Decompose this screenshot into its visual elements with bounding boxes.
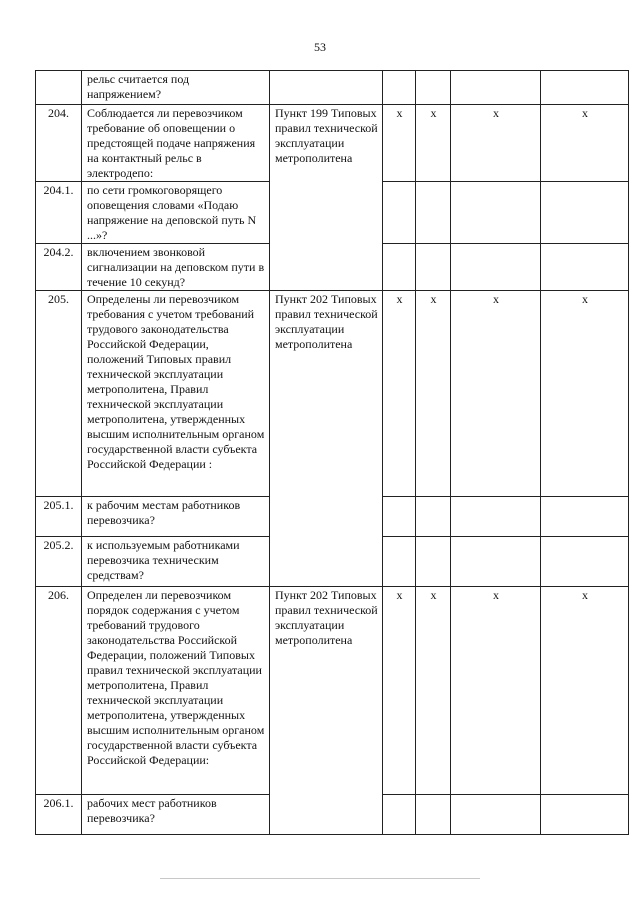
- mark-cell: x: [541, 105, 629, 182]
- mark-cell: [451, 795, 541, 835]
- mark-cell: [383, 71, 416, 105]
- mark-cell: [541, 497, 629, 537]
- item-number: 204.1.: [36, 182, 82, 244]
- mark-cell: [416, 71, 451, 105]
- requirement-text: рабочих мест работников перевозчика?: [82, 795, 270, 835]
- table-row: [36, 71, 629, 105]
- mark-cell: [383, 795, 416, 835]
- mark-cell: [541, 537, 629, 587]
- requirement-text: к используемым работниками перевозчика техническим средствам?: [82, 537, 270, 587]
- mark-cell: [383, 537, 416, 587]
- legal-reference: [270, 71, 383, 105]
- mark-cell: x: [416, 105, 451, 182]
- mark-cell: x: [383, 105, 416, 182]
- mark-cell: [451, 182, 541, 244]
- legal-reference: Пункт 202 Типовых правил технической эксплуатации метрополитена: [270, 291, 383, 587]
- mark-cell: [541, 182, 629, 244]
- item-number: 205.1.: [36, 497, 82, 537]
- mark-cell: [451, 497, 541, 537]
- mark-cell: [451, 244, 541, 291]
- mark-cell: x: [451, 105, 541, 182]
- mark-cell: x: [416, 587, 451, 795]
- mark-cell: [416, 795, 451, 835]
- item-number: [36, 71, 82, 105]
- item-number: 204.: [36, 105, 82, 182]
- mark-cell: [416, 244, 451, 291]
- mark-cell: [451, 71, 541, 105]
- mark-cell: x: [451, 291, 541, 497]
- mark-cell: x: [416, 291, 451, 497]
- mark-cell: [416, 537, 451, 587]
- table-row: [36, 105, 629, 182]
- requirement-text: к рабочим местам работников перевозчика?: [82, 497, 270, 537]
- mark-cell: [383, 182, 416, 244]
- scan-edge-divider: [160, 878, 480, 879]
- requirement-text: по сети громкоговорящего оповещения словами «Подаю напряжение на деповской путь N ...»?: [82, 182, 270, 244]
- requirement-text: Определены ли перевозчиком требования с учетом требований трудового законодательства Российской Федерации, положений Типовых правил технической эксплуатации метрополитена, Правил технической эксплуатации метрополитена, утвержденных высшим исполнительным органом государственной власти субъекта Российской Федерации :: [82, 291, 270, 497]
- mark-cell: [541, 244, 629, 291]
- mark-cell: x: [541, 291, 629, 497]
- item-number: 204.2.: [36, 244, 82, 291]
- item-number: 205.: [36, 291, 82, 497]
- mark-cell: [451, 537, 541, 587]
- legal-reference: Пункт 202 Типовых правил технической эксплуатации метрополитена: [270, 587, 383, 835]
- page-number: 53: [314, 40, 326, 54]
- mark-cell: [541, 795, 629, 835]
- item-number: 206.1.: [36, 795, 82, 835]
- requirement-text: включением звонковой сигнализации на деповском пути в течение 10 секунд?: [82, 244, 270, 291]
- table-row: [36, 587, 629, 795]
- requirements-table: [35, 70, 629, 835]
- requirement-text: рельс считается под напряжением?: [82, 71, 270, 105]
- mark-cell: x: [451, 587, 541, 795]
- table-row: [36, 291, 629, 497]
- item-number: 206.: [36, 587, 82, 795]
- legal-reference: Пункт 199 Типовых правил технической эксплуатации метрополитена: [270, 105, 383, 291]
- mark-cell: x: [383, 291, 416, 497]
- mark-cell: x: [541, 587, 629, 795]
- mark-cell: [416, 497, 451, 537]
- mark-cell: [383, 497, 416, 537]
- mark-cell: [416, 182, 451, 244]
- mark-cell: [383, 244, 416, 291]
- mark-cell: [541, 71, 629, 105]
- requirement-text: Определен ли перевозчиком порядок содержания с учетом требований трудового законодательства Российской Федерации, положений Типовых правил технической эксплуатации метрополитена, Правил технической эксплуатации метрополитена, утвержденных высшим исполнительным органом государственной власти субъекта Российской Федерации:: [82, 587, 270, 795]
- requirement-text: Соблюдается ли перевозчиком требование об оповещении о предстоящей подаче напряжения на контактный рельс в электродепо:: [82, 105, 270, 182]
- item-number: 205.2.: [36, 537, 82, 587]
- mark-cell: x: [383, 587, 416, 795]
